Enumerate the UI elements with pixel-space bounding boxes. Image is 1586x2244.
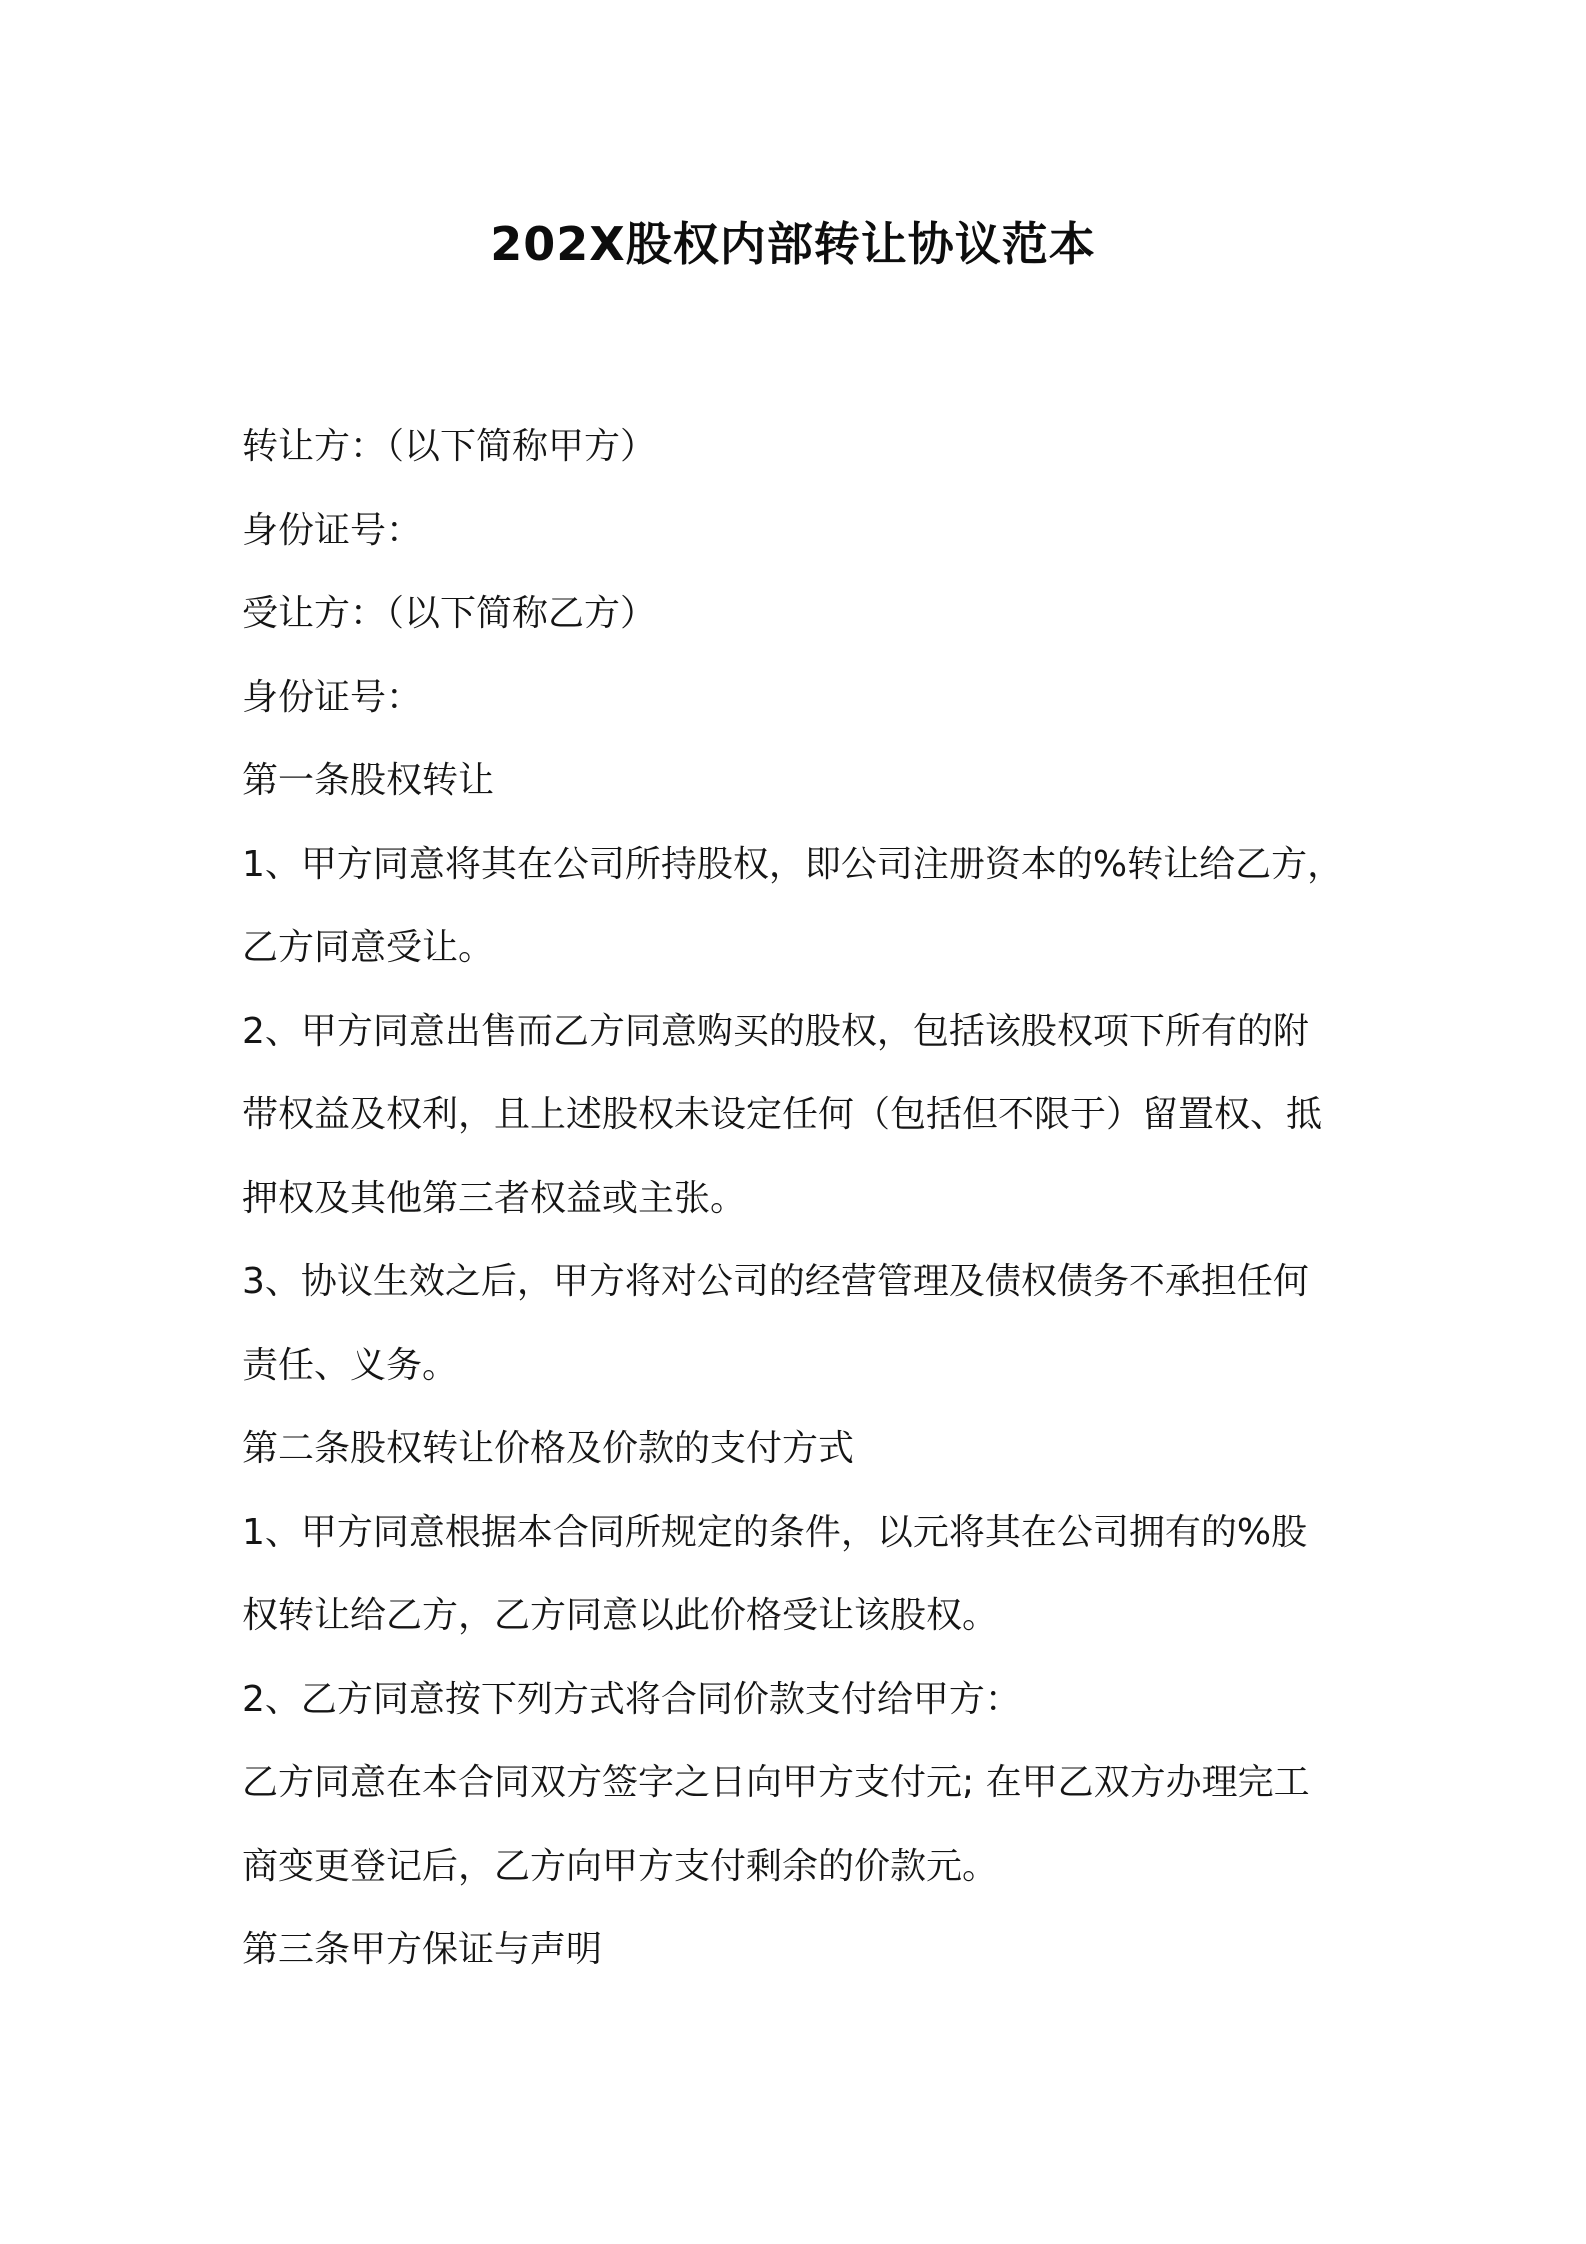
- article-3-heading: 第三条甲方保证与声明: [242, 1929, 603, 1970]
- article-1-clause-1-line-1: 1、甲方同意将其在公司所持股权，即公司注册资本的%转让给乙方，: [242, 843, 1344, 885]
- article-2-heading: 第二条股权转让价格及价款的支付方式: [242, 1428, 855, 1469]
- payment-terms-line-1: 乙方同意在本合同双方签字之日向甲方支付元; 在甲乙双方办理完工: [242, 1762, 1310, 1803]
- article-1-clause-2-line-3: 押权及其他第三者权益或主张。: [242, 1177, 747, 1219]
- article-1-clause-3-line-2: 责任、义务。: [242, 1344, 459, 1386]
- article-2-clause-1-line-1: 1、甲方同意根据本合同所规定的条件，以元将其在公司拥有的%股: [242, 1511, 1308, 1553]
- article-1-clause-2-line-2: 带权益及权利，且上述股权未设定任何（包括但不限于）留置权、抵: [242, 1094, 1323, 1135]
- article-1-clause-2-line-1: 2、甲方同意出售而乙方同意购买的股权，包括该股权项下所有的附: [242, 1010, 1309, 1052]
- transferee-line: 受让方：（以下简称乙方）: [242, 593, 657, 634]
- document-body: [242, 405, 1362, 1992]
- article-1-heading: 第一条股权转让: [242, 760, 495, 801]
- transferee-id-line: 身份证号：: [242, 676, 423, 718]
- transferor-id-line: 身份证号：: [242, 509, 423, 551]
- article-2-clause-2: 2、乙方同意按下列方式将合同价款支付给甲方：: [242, 1678, 1021, 1720]
- document-title: 202X股权内部转让协议范本: [490, 217, 1096, 271]
- article-1-clause-1-line-2: 乙方同意受让。: [242, 927, 495, 968]
- payment-terms-line-2: 商变更登记后，乙方向甲方支付剩余的价款元。: [242, 1845, 999, 1887]
- article-1-clause-3-line-1: 3、协议生效之后，甲方将对公司的经营管理及债权债务不承担任何: [242, 1261, 1309, 1302]
- article-2-clause-1-line-2: 权转让给乙方，乙方同意以此价格受让该股权。: [242, 1595, 999, 1636]
- transferor-line: 转让方：（以下简称甲方）: [242, 426, 657, 467]
